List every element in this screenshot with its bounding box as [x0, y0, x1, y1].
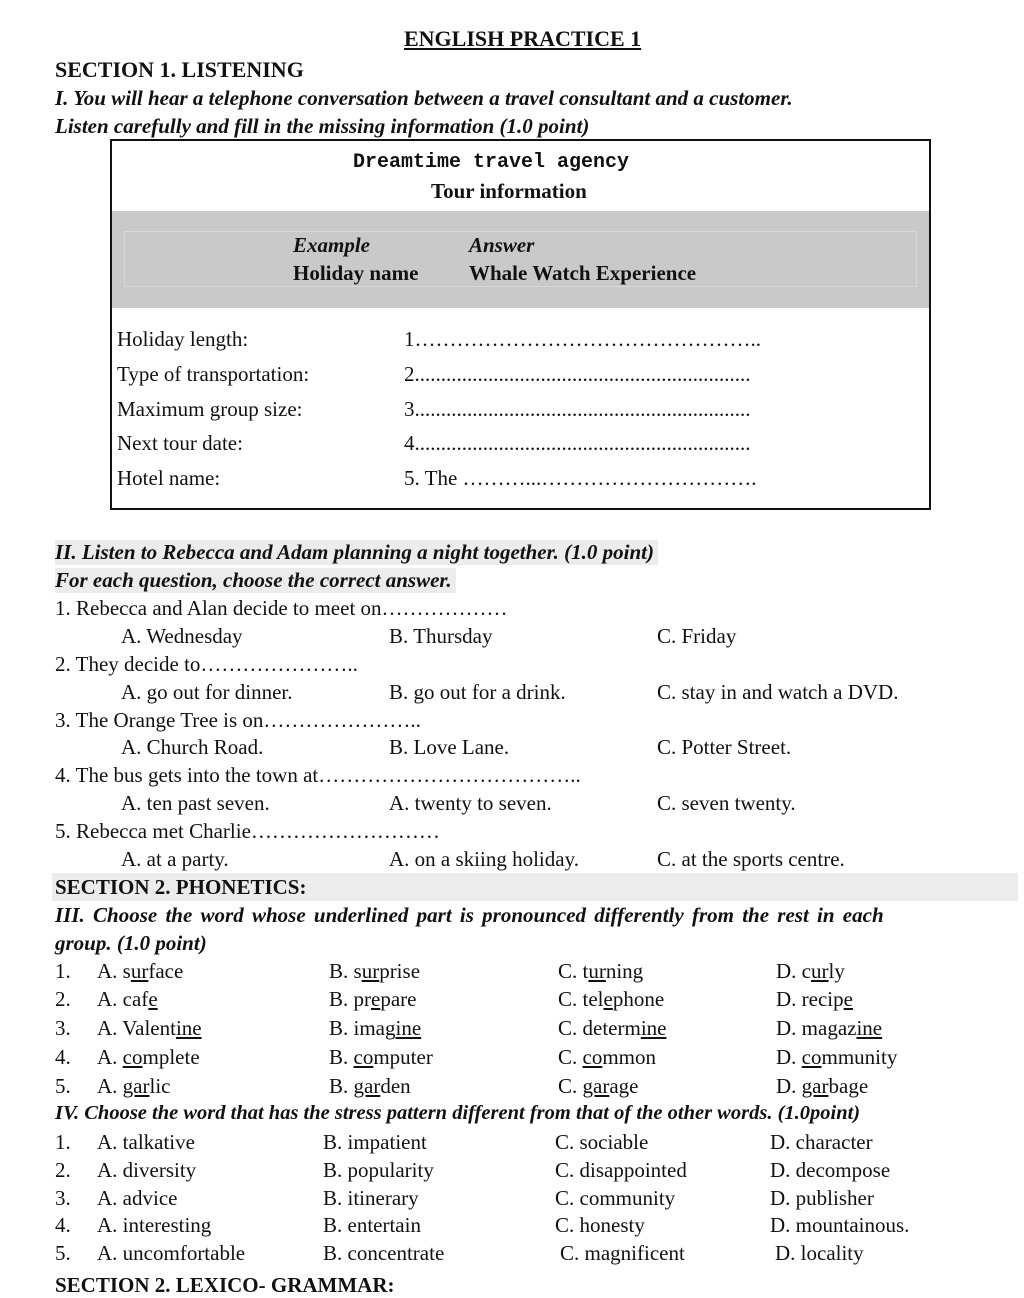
stress-row: 2. A. diversity B. popularity C. disappointed D. decompose — [55, 1158, 891, 1182]
question: 4. The bus gets into the town at……………………………….. — [55, 763, 581, 787]
part1-instruction: I. You will hear a telephone conversation between a travel consultant and a customer. — [55, 86, 793, 110]
option-d: D. character — [770, 1130, 873, 1154]
option-a: A. garlic — [97, 1074, 171, 1098]
option-a: A. go out for dinner. — [121, 680, 293, 704]
option-b: B. entertain — [323, 1213, 421, 1237]
option-a: A. interesting — [97, 1213, 212, 1237]
answer-blank: 2................................................................ — [404, 362, 751, 386]
option-a: A. cafe — [97, 987, 158, 1011]
field-label: Maximum group size: — [117, 397, 303, 421]
answer-blank: 3................................................................ — [404, 397, 751, 421]
option-c: C. magnificent — [560, 1241, 685, 1265]
example-answer: Whale Watch Experience — [469, 261, 697, 285]
question: 5. Rebecca met Charlie……………………… — [55, 819, 440, 843]
part2-instruction-2: For each question, choose the correct answer. — [55, 568, 456, 593]
option-a: A. diversity — [97, 1158, 197, 1182]
option-d: D. curly — [776, 959, 845, 983]
option-c: C. Potter Street. — [657, 735, 792, 759]
page-title: ENGLISH PRACTICE 1 — [404, 26, 642, 51]
phonetics-row: 2. A. cafe B. prepare C. telephone D. recipe — [55, 987, 853, 1011]
field-label: Hotel name: — [117, 466, 221, 490]
option-a: A. uncomfortable — [97, 1241, 246, 1265]
option-b: B. go out for a drink. — [389, 680, 566, 704]
option-b: B. popularity — [323, 1158, 434, 1182]
option-c: C. honesty — [555, 1213, 645, 1237]
option-d: D. recipe — [776, 987, 853, 1011]
question: 3. The Orange Tree is on………………….. — [55, 708, 421, 732]
phonetics-row: 4. A. complete B. computer C. common D. community — [55, 1045, 898, 1069]
option-d: D. locality — [775, 1241, 864, 1265]
option-a: A. Wednesday — [121, 624, 243, 648]
box-title: Dreamtime travel agency — [353, 151, 630, 174]
question: 1. Rebecca and Alan decide to meet on……………… — [55, 596, 508, 620]
option-d: D. garbage — [776, 1074, 869, 1098]
option-b: B. impatient — [323, 1130, 427, 1154]
option-a: A. talkative — [97, 1130, 195, 1154]
section1-heading: SECTION 1. LISTENING — [55, 57, 304, 82]
stress-row: 1. A. talkative B. impatient C. sociable D. character — [55, 1130, 873, 1154]
field-label: Type of transportation: — [117, 362, 310, 386]
phonetics-row: 5. A. garlic B. garden C. garage D. garbage — [55, 1074, 869, 1098]
option-a: A. advice — [97, 1186, 178, 1210]
option-c: C. stay in and watch a DVD. — [657, 680, 899, 704]
phonetics-row: 1. A. surface B. surprise C. turning D. curly — [55, 959, 845, 983]
option-c: C. telephone — [558, 987, 665, 1011]
option-c: C. seven twenty. — [657, 791, 796, 815]
option-c: C. Friday — [657, 624, 737, 648]
answer-label: Answer — [469, 233, 535, 257]
option-b: B. prepare — [329, 987, 417, 1011]
section3-heading: SECTION 2. LEXICO- GRAMMAR: — [55, 1273, 395, 1297]
box-subtitle: Tour information — [431, 179, 587, 203]
option-b: B. surprise — [329, 959, 421, 983]
stress-row: 3. A. advice B. itinerary C. community D. publisher — [55, 1186, 874, 1210]
option-b: A. on a skiing holiday. — [389, 847, 579, 871]
answer-blank: 1………………………………………….. — [404, 327, 761, 351]
option-c: C. common — [558, 1045, 657, 1069]
section2-heading: SECTION 2. PHONETICS: — [55, 875, 307, 899]
part2-instruction: II. Listen to Rebecca and Adam planning a night together. (1.0 point) — [55, 540, 658, 565]
part1-instruction-2: Listen carefully and fill in the missing information (1.0 point) — [55, 114, 590, 138]
option-c: C. sociable — [555, 1130, 649, 1154]
option-a: A. ten past seven. — [121, 791, 270, 815]
option-d: D. magazine — [776, 1016, 883, 1040]
answer-blank: 5. The ………...…………………………. — [404, 466, 757, 490]
stress-row: 5. A. uncomfortable B. concentrate C. magnificent D. locality — [55, 1241, 864, 1265]
option-a: A. Valentine — [97, 1016, 202, 1040]
option-b: B. garden — [329, 1074, 411, 1098]
example-field: Holiday name — [293, 261, 419, 285]
example-label: Example — [293, 233, 370, 257]
option-b: B. computer — [329, 1045, 433, 1069]
option-c: C. disappointed — [555, 1158, 687, 1182]
option-b: B. itinerary — [323, 1186, 419, 1210]
option-a: A. Church Road. — [121, 735, 264, 759]
option-c: C. turning — [558, 959, 644, 983]
tour-info-box — [110, 139, 931, 510]
option-d: D. publisher — [770, 1186, 874, 1210]
example-band — [112, 211, 929, 308]
option-b: B. imagine — [329, 1016, 422, 1040]
part3-instruction: III. Choose the word whose underlined part is pronounced differently from the rest in each — [55, 903, 884, 927]
option-a: A. at a party. — [121, 847, 229, 871]
option-c: C. at the sports centre. — [657, 847, 845, 871]
part3-instruction-2: group. (1.0 point) — [55, 931, 207, 955]
option-b: B. concentrate — [323, 1241, 445, 1265]
option-b: B. Thursday — [389, 624, 493, 648]
question: 2. They decide to………………….. — [55, 652, 358, 676]
option-a: A. surface — [97, 959, 184, 983]
option-d: D. community — [776, 1045, 898, 1069]
option-a: A. complete — [97, 1045, 200, 1069]
option-c: C. garage — [558, 1074, 639, 1098]
phonetics-row: 3. A. Valentine B. imagine C. determine D. magazine — [55, 1016, 883, 1040]
part4-instruction: IV. Choose the word that has the stress pattern different from that of the other words. (1.0point) — [55, 1102, 861, 1124]
option-c: C. determine — [558, 1016, 667, 1040]
field-label: Holiday length: — [117, 327, 249, 351]
option-b: B. Love Lane. — [389, 735, 510, 759]
field-label: Next tour date: — [117, 431, 243, 455]
option-d: D. decompose — [770, 1158, 891, 1182]
option-d: D. mountainous. — [770, 1213, 910, 1237]
answer-blank: 4................................................................ — [404, 431, 751, 455]
option-b: A. twenty to seven. — [389, 791, 552, 815]
stress-row: 4. A. interesting B. entertain C. honesty D. mountainous. — [55, 1213, 910, 1237]
option-c: C. community — [555, 1186, 676, 1210]
